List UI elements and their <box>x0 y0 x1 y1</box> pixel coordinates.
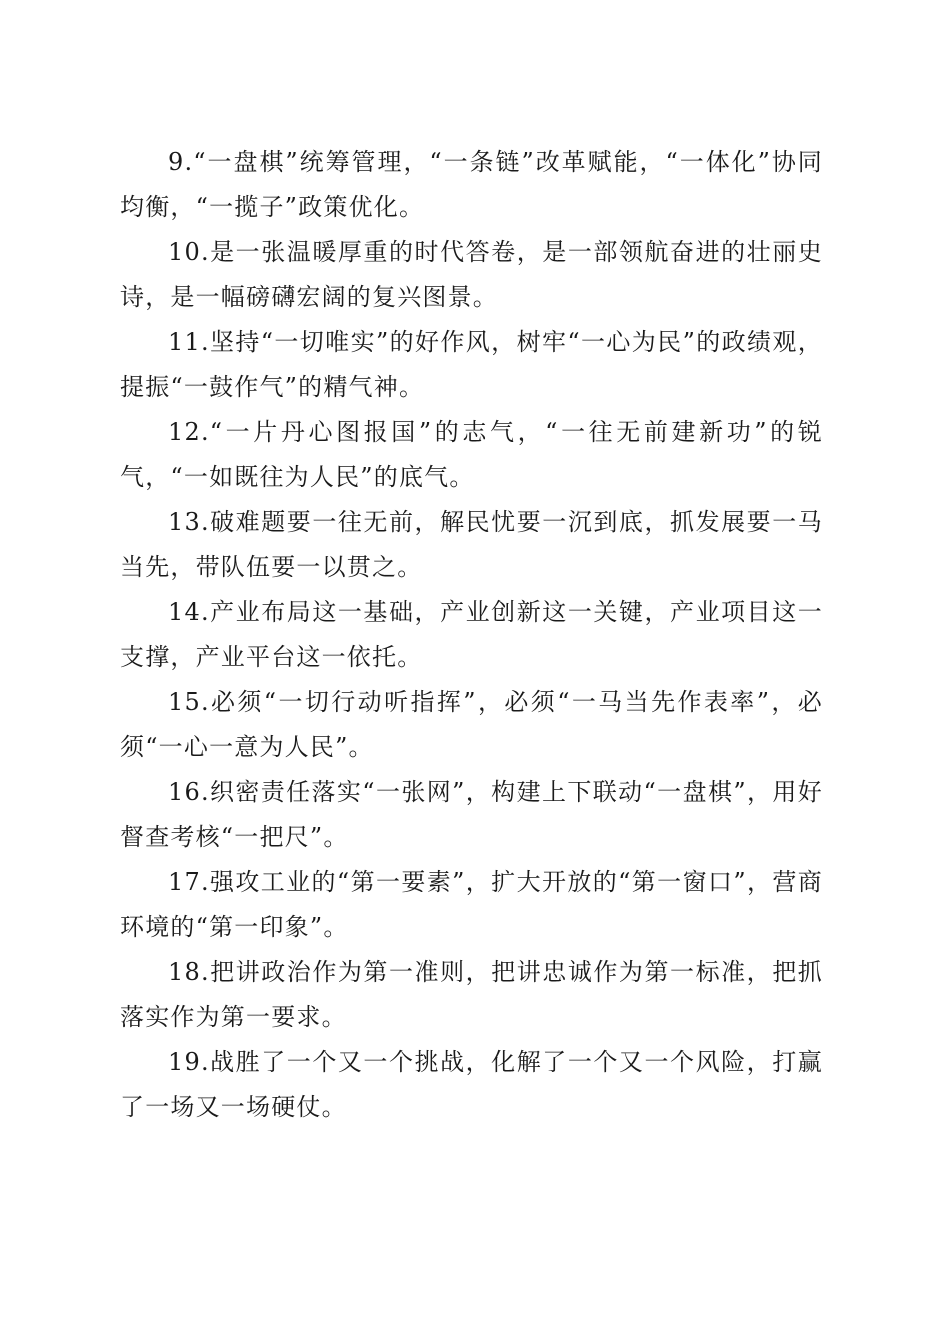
list-item: 17.强攻工业的“第一要素”，扩大开放的“第一窗口”，营商环境的“第一印象”。 <box>120 868 823 941</box>
list-item: 11.坚持“一切唯实”的好作风，树牢“一心为民”的政绩观，提振“一鼓作气”的精气神。 <box>120 328 823 401</box>
list-item: 13.破难题要一往无前，解民忧要一沉到底，抓发展要一马当先，带队伍要一以贯之。 <box>120 508 823 581</box>
list-item: 15.必须“一切行动听指挥”，必须“一马当先作表率”，必须“一心一意为人民”。 <box>120 688 823 761</box>
list-item: 19.战胜了一个又一个挑战，化解了一个又一个风险，打赢了一场又一场硬仗。 <box>120 1048 823 1121</box>
list-item: 14.产业布局这一基础，产业创新这一关键，产业项目这一支撑，产业平台这一依托。 <box>120 598 823 671</box>
list-item: 18.把讲政治作为第一准则，把讲忠诚作为第一标准，把抓落实作为第一要求。 <box>120 958 823 1031</box>
list-item: 9.“一盘棋”统筹管理，“一条链”改革赋能，“一体化”协同均衡，“一揽子”政策优化。 <box>120 148 823 221</box>
list-item: 12.“一片丹心图报国”的志气，“一往无前建新功”的锐气，“一如既往为人民”的底气。 <box>120 418 823 491</box>
document-body <box>120 140 823 1130</box>
list-item: 16.织密责任落实“一张网”，构建上下联动“一盘棋”，用好督查考核“一把尺”。 <box>120 778 823 851</box>
list-item: 10.是一张温暖厚重的时代答卷，是一部领航奋进的壮丽史诗，是一幅磅礴宏阔的复兴图景。 <box>120 238 823 311</box>
